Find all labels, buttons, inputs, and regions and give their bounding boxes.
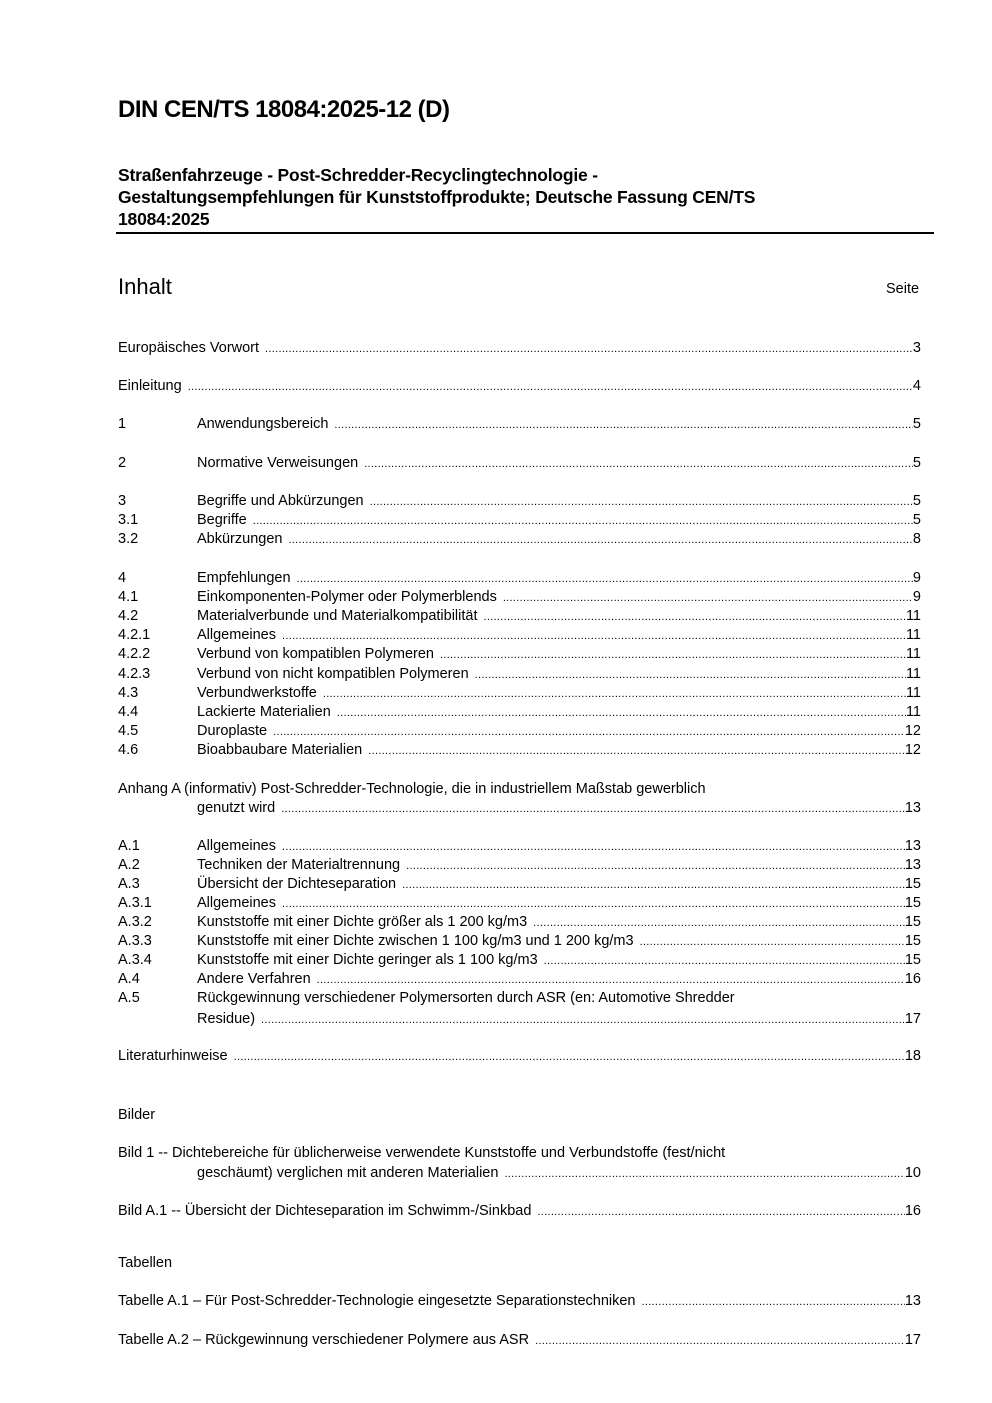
toc-entry-title: Einleitung <box>118 378 182 394</box>
toc-entry-title: Duroplaste <box>197 723 268 739</box>
toc-entry-page: 11 <box>905 704 921 720</box>
toc-entry-title: Begriffe und Abkürzungen <box>197 493 364 509</box>
toc-entry[interactable] <box>118 913 921 932</box>
dot-leader <box>317 971 905 990</box>
toc-entry-title: Verbund von nicht kompatiblen Polymeren <box>197 666 469 682</box>
toc-entry-number: A.2 <box>118 857 140 873</box>
dot-leader <box>535 1332 905 1351</box>
dot-leader <box>640 933 905 952</box>
toc-entry-title: Literaturhinweise <box>118 1048 228 1064</box>
toc-entry-number: 4.5 <box>118 723 139 739</box>
toc-entry-number: A.5 <box>118 990 140 1006</box>
toc-entry-number: A.3.1 <box>118 895 152 911</box>
dot-leader <box>288 531 912 550</box>
toc-entry-title: Materialverbunde und Materialkompatibilität <box>197 608 478 624</box>
toc-entry-page: 12 <box>904 742 921 758</box>
toc-entry-title: Lackierte Materialien <box>197 704 331 720</box>
dot-leader <box>483 608 905 627</box>
toc-entry-page: 12 <box>904 723 921 739</box>
toc-entry-title: Allgemeines <box>197 895 276 911</box>
toc-entry-page: 17 <box>904 1011 921 1027</box>
toc-entry-title: Kunststoffe mit einer Dichte zwischen 1 100 kg/m3 und 1 200 kg/m3 <box>197 933 634 949</box>
toc-entry[interactable] <box>118 837 921 856</box>
toc-entry-title: Residue) <box>197 1011 256 1027</box>
page-column-label: Seite <box>886 281 920 297</box>
dot-leader <box>537 1203 904 1222</box>
figure-entry-title-line1[interactable]: Bild 1 -- Dichtebereiche für üblicherweise verwendete Kunststoffe und Verbundstoffe (fest/nicht <box>118 1145 726 1161</box>
toc-entry[interactable] <box>118 722 921 741</box>
toc-entry[interactable] <box>118 415 921 434</box>
toc-entry[interactable] <box>118 492 921 511</box>
toc-entry-title: Allgemeines <box>197 838 276 854</box>
toc-entry-number: 4.2.1 <box>118 627 151 643</box>
dot-leader <box>282 627 906 646</box>
toc-entry-number: A.3.4 <box>118 952 152 968</box>
dot-leader <box>253 512 913 531</box>
tables-heading: Tabellen <box>118 1255 173 1271</box>
toc-entry[interactable] <box>118 626 921 645</box>
toc-entry[interactable] <box>118 856 921 875</box>
toc-entry-page: 11 <box>905 685 921 701</box>
toc-entry-number: 4.3 <box>118 685 139 701</box>
toc-entry-title: Techniken der Materialtrennung <box>197 857 401 873</box>
toc-entry[interactable] <box>118 511 921 530</box>
toc-entry-title: Bioabbaubare Materialien <box>197 742 363 758</box>
figure-entry-title: Bild A.1 -- Übersicht der Dichteseparation im Schwimm-/Sinkbad <box>118 1203 532 1219</box>
figure-entry-page: 16 <box>904 1203 921 1219</box>
document-title <box>118 164 918 230</box>
toc-entry-number: 4.1 <box>118 589 139 605</box>
toc-entry[interactable] <box>118 530 921 549</box>
document-title-line: Gestaltungsempfehlungen für Kunststoffprodukte; Deutsche Fassung CEN/TS <box>118 187 756 207</box>
dot-leader <box>641 1293 904 1312</box>
toc-entry-page: 5 <box>912 416 921 432</box>
toc-entry-number: 2 <box>118 455 127 471</box>
toc-entry-title: Allgemeines <box>197 627 276 643</box>
toc-entry[interactable] <box>118 875 921 894</box>
toc-entry-number: 4.2 <box>118 608 139 624</box>
toc-entry-title: genutzt wird <box>197 800 276 816</box>
toc-entry-page: 11 <box>905 627 921 643</box>
toc-entry-number: A.1 <box>118 838 140 854</box>
dot-leader <box>504 1165 904 1184</box>
toc-entry-number: 4 <box>118 570 127 586</box>
toc-entry-number: A.3.2 <box>118 914 152 930</box>
table-entry[interactable] <box>118 1331 921 1350</box>
toc-entry-title: Kunststoffe mit einer Dichte geringer als 1 100 kg/m3 <box>197 952 538 968</box>
toc-entry-page: 15 <box>904 933 921 949</box>
table-entry-page: 17 <box>904 1332 921 1348</box>
table-entry[interactable] <box>118 1292 921 1311</box>
toc-entry-page: 3 <box>912 340 921 356</box>
toc-entry-page: 13 <box>904 857 921 873</box>
toc-entry[interactable] <box>118 703 921 722</box>
toc-entry-page: 13 <box>904 800 921 816</box>
toc-entry-number: 3.2 <box>118 531 139 547</box>
toc-entry-page: 4 <box>912 378 921 394</box>
toc-entry-page: 11 <box>905 646 921 662</box>
toc-entry-title-line1[interactable]: Anhang A (informativ) Post-Schredder-Technologie, die in industriellem Maßstab gewerblich <box>118 781 706 797</box>
dot-leader <box>334 416 913 435</box>
toc-entry-title: Übersicht der Dichteseparation <box>197 876 397 892</box>
table-entry-title: Tabelle A.1 – Für Post-Schredder-Technologie eingesetzte Separationstechniken <box>118 1293 636 1309</box>
toc-entry-page: 13 <box>904 838 921 854</box>
toc-entry[interactable] <box>118 645 921 664</box>
toc-entry-title: Normative Verweisungen <box>197 455 359 471</box>
toc-entry-page: 15 <box>904 895 921 911</box>
dot-leader <box>533 914 905 933</box>
toc-entry-page: 5 <box>912 455 921 471</box>
table-entry-page: 13 <box>904 1293 921 1309</box>
toc-entry-title: Andere Verfahren <box>197 971 311 987</box>
toc-entry[interactable] <box>118 951 921 970</box>
toc-entry-number: 3 <box>118 493 127 509</box>
dot-leader <box>402 876 905 895</box>
toc-entry-page: 8 <box>912 531 921 547</box>
dot-leader <box>282 895 905 914</box>
dot-leader <box>368 742 905 761</box>
toc-entry-number: 4.2.3 <box>118 666 151 682</box>
toc-entry[interactable] <box>118 1047 921 1066</box>
toc-entry-title: Verbundwerkstoffe <box>197 685 317 701</box>
toc-entry-number: 4.4 <box>118 704 139 720</box>
toc-entry-title: Abkürzungen <box>197 531 283 547</box>
toc-entry-page: 18 <box>904 1048 921 1064</box>
dot-leader <box>297 570 913 589</box>
toc-entry-page: 9 <box>912 589 921 605</box>
toc-entry[interactable] <box>118 588 921 607</box>
toc-entry-page: 16 <box>904 971 921 987</box>
toc-entry-page: 15 <box>904 876 921 892</box>
toc-entry-page: 15 <box>904 952 921 968</box>
toc-entry-number: A.3.3 <box>118 933 152 949</box>
dot-leader <box>406 857 905 876</box>
toc-entry-title: Anwendungsbereich <box>197 416 329 432</box>
toc-entry[interactable] <box>118 684 921 703</box>
toc-entry[interactable] <box>118 970 921 989</box>
dot-leader <box>261 1011 905 1030</box>
toc-entry[interactable] <box>197 1010 921 1029</box>
document-title-line: Straßenfahrzeuge - Post-Schredder-Recyclingtechnologie - <box>118 165 598 185</box>
dot-leader <box>265 340 913 359</box>
dot-leader <box>281 800 905 819</box>
toc-entry[interactable] <box>118 932 921 951</box>
toc-entry-title: Empfehlungen <box>197 570 291 586</box>
title-divider <box>116 232 934 234</box>
toc-entry-number: 3.1 <box>118 512 139 528</box>
dot-leader <box>440 646 906 665</box>
toc-entry[interactable] <box>118 339 921 358</box>
table-entry-title: Tabelle A.2 – Rückgewinnung verschiedener Polymere aus ASR <box>118 1332 530 1348</box>
dot-leader <box>503 589 913 608</box>
toc-entry-page: 9 <box>912 570 921 586</box>
dot-leader <box>337 704 906 723</box>
dot-leader <box>282 838 905 857</box>
toc-entry[interactable] <box>118 569 921 588</box>
toc-entry-page: 5 <box>912 493 921 509</box>
toc-heading: Inhalt <box>118 274 172 299</box>
dot-leader <box>323 685 906 704</box>
dot-leader <box>475 666 906 685</box>
toc-entry[interactable] <box>118 607 921 626</box>
toc-entry[interactable] <box>118 894 921 913</box>
figures-heading: Bilder <box>118 1107 156 1123</box>
dot-leader <box>364 455 913 474</box>
toc-entry-page: 11 <box>905 666 921 682</box>
dot-leader <box>544 952 905 971</box>
toc-entry-page: 15 <box>904 914 921 930</box>
toc-entry-title: Begriffe <box>197 512 247 528</box>
figure-entry-title: geschäumt) verglichen mit anderen Materialien <box>197 1165 499 1181</box>
figure-entry[interactable] <box>118 1202 921 1221</box>
toc-entry-number: A.3 <box>118 876 140 892</box>
toc-entry-number: 1 <box>118 416 127 432</box>
toc-entry[interactable] <box>118 377 921 396</box>
toc-entry[interactable] <box>118 665 921 684</box>
figure-entry[interactable] <box>197 1164 921 1183</box>
toc-entry-title-line1: Rückgewinnung verschiedener Polymersorten durch ASR (en: Automotive Shredder <box>197 990 735 1006</box>
toc-entry-title: Verbund von kompatiblen Polymeren <box>197 646 434 662</box>
toc-entry-number: 4.6 <box>118 742 139 758</box>
toc-entry-page: 5 <box>912 512 921 528</box>
document-title-line: 18084:2025 <box>118 209 210 229</box>
dot-leader <box>234 1048 905 1067</box>
toc-entry-line1[interactable] <box>118 989 921 1008</box>
toc-entry[interactable] <box>118 741 921 760</box>
dot-leader <box>370 493 913 512</box>
dot-leader <box>273 723 905 742</box>
toc-entry-title: Europäisches Vorwort <box>118 340 260 356</box>
toc-entry[interactable] <box>118 454 921 473</box>
toc-entry-page: 11 <box>905 608 921 624</box>
toc-entry-number: A.4 <box>118 971 140 987</box>
document-id: DIN CEN/TS 18084:2025-12 (D) <box>118 96 450 123</box>
toc-entry-number: 4.2.2 <box>118 646 151 662</box>
figure-entry-page: 10 <box>904 1165 921 1181</box>
toc-entry-title: Einkomponenten-Polymer oder Polymerblends <box>197 589 497 605</box>
toc-entry[interactable] <box>197 799 921 818</box>
dot-leader <box>188 378 913 397</box>
toc-entry-title: Kunststoffe mit einer Dichte größer als 1 200 kg/m3 <box>197 914 528 930</box>
